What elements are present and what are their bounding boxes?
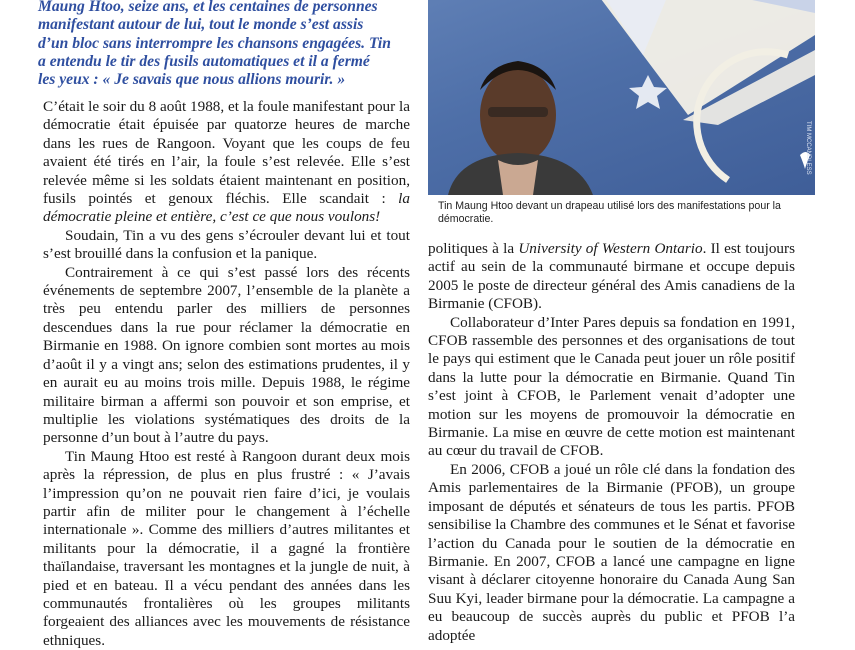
paragraph-text: C’était le soir du 8 août 1988, et la foule manifestant pour la démocratie était épuisée par quatorze heures de marche dans les rues de Rangoon. Voyant que les coups de feu avaient été tirés en l’air, la foule s’est relevée. Elle s’est relevée même si les soldats étaient maintenant en position, fusils pointés et genoux fléchis. Elle scandait : <box>43 98 410 208</box>
paragraph <box>428 240 795 314</box>
caption-line: démocratie. <box>438 213 494 225</box>
pull-quote-line: manifestant autour de lui, tout le monde s’est assis <box>38 16 364 34</box>
photo-credit: TIM MCCANDLESS <box>805 121 811 175</box>
paragraph: Contrairement à ce qui s’est passé lors des récents événements de septembre 2007, l’ensemble de la planète a très peu entendu parler des milliers de personnes descendues dans la rue pour réclamer la démocratie en Birmanie en 1988. On ignore combien sont mortes au mois d’août il y a vingt ans; selon des estimations prudentes, il y en aurait eu au moins trois mille. Depuis 1988, le régime militaire birman a affermi son pouvoir et son emprise, et multiplie les violations systématiques des droits de la personne d’un bout à l’autre du pays. <box>43 263 410 447</box>
paragraph: Soudain, Tin a vu des gens s’écrouler devant lui et tout s’est brouillé dans la confusion et la panique. <box>43 226 410 263</box>
left-column <box>43 98 410 650</box>
caption-line: Tin Maung Htoo devant un drapeau utilisé lors des manifestations pour la <box>438 200 781 212</box>
paragraph <box>43 98 410 227</box>
italic-text: University of Western Ontario <box>518 240 703 257</box>
paragraph-text: . Il est toujours actif au sein de la communauté birmane et occupe depuis 2005 le poste de directeur général des Amis canadiens de la Birmanie (CFOB). <box>428 240 795 313</box>
pull-quote <box>38 0 406 89</box>
italic-text: la démocratie pleine et entière, c’est ce que nous voulons! <box>43 190 410 226</box>
flag-illustration <box>428 0 815 195</box>
pull-quote-line: Maung Htoo, seize ans, et les centaines de personnes <box>38 0 378 15</box>
paragraph-text: politiques à la <box>428 240 515 257</box>
pull-quote-line: les yeux : « Je savais que nous allions mourir. » <box>38 71 346 89</box>
portrait-photo <box>428 0 815 195</box>
photo-caption <box>438 200 808 226</box>
paragraph: En 2006, CFOB a joué un rôle clé dans la fondation des Amis parlementaires de la Birmanie (PFOB), un groupe imposant de députés et sénateurs de tous les partis. PFOB sensibilise la Chambre des communes et le Sénat et favorise l’action du Canada pour le soutien de la démocratie en Birmanie. En 2007, CFOB a lancé une campagne en ligne visant à déclarer citoyenne honoraire du Canada Aung San Suu Kyi, leader birmane pour la démocratie. La campagne a eu beaucoup de succès auprès du public et PFOB l’a adoptée <box>428 460 795 644</box>
pull-quote-line: a entendu le tir des fusils automatiques et il a fermé <box>38 52 370 70</box>
paragraph: Collaborateur d’Inter Pares depuis sa fondation en 1991, CFOB rassemble des personnes et des organisations de tout le pays qui estiment que le Canada peut jouer un rôle positif dans la lutte pour la démocratie en Birmanie. Quand Tin s’est joint à CFOB, le Parlement venait d’adopter une motion sur les moyens de promouvoir la démocratie en Birmanie. La mise en œuvre de cette motion est maintenant au cœur du travail de CFOB. <box>428 313 795 460</box>
paragraph: Tin Maung Htoo est resté à Rangoon durant deux mois après la répression, de plus en plus frustré : « J’avais l’impression qu’on ne pouvait rien faire d’ici, je voulais partir afin de militer pour le changement à l’échelle internationale ». Comme des milliers d’autres militantes et militants pour la démocratie, il a gagné la frontière thaïlandaise, traversant les montagnes et la jungle de nuit, à pied et en bateau. Il a vécu pendant des années dans les communautés frontalières où les groupes militants forgeaient des alliances avec les mouvements de résistance ethniques. <box>43 447 410 649</box>
pull-quote-line: d’un bloc sans interrompre les chansons engagées. Tin <box>38 34 391 52</box>
right-column <box>428 240 795 645</box>
